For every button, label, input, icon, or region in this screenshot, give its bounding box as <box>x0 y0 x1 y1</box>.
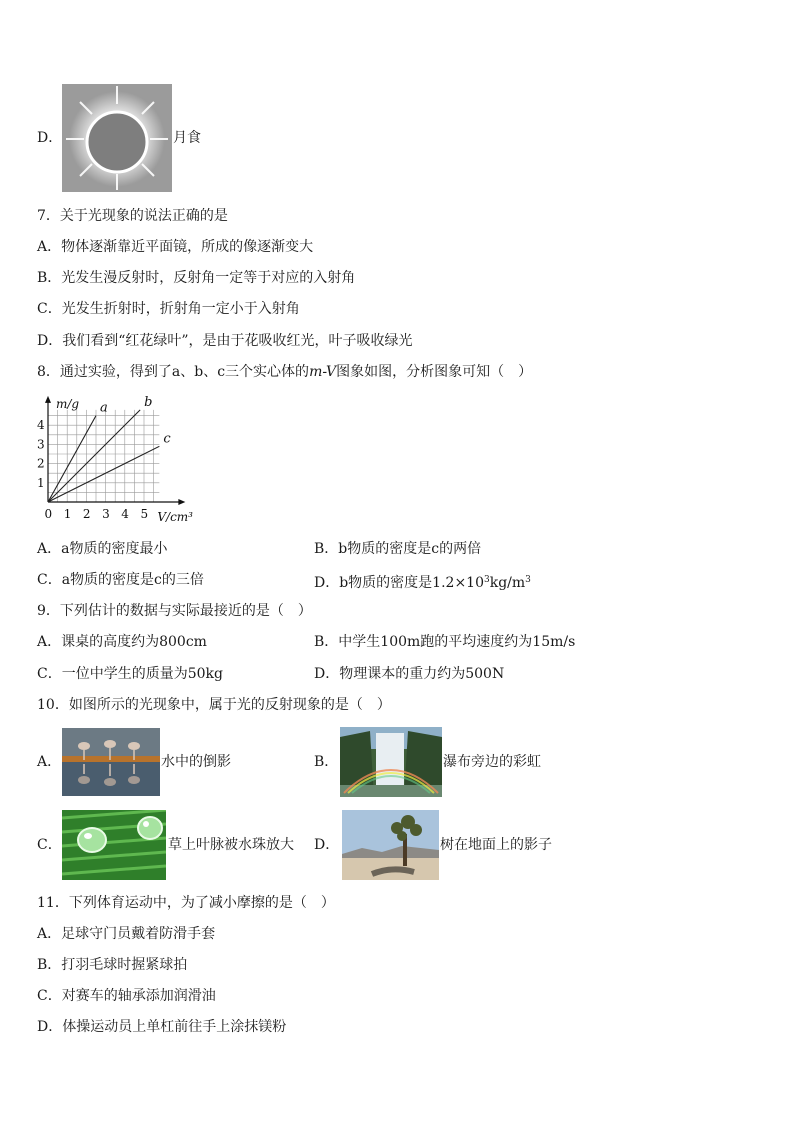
q10-option-a-label: A． <box>37 754 62 770</box>
q9-option-c: C．一位中学生的质量为50kg <box>37 666 223 682</box>
q9-stem: 9．下列估计的数据与实际最接近的是（ ） <box>37 603 312 619</box>
tree-shadow-image <box>342 810 439 880</box>
series-line-a <box>48 416 96 502</box>
x-tick-label: 2 <box>82 507 91 521</box>
water-reflection-image <box>62 728 160 796</box>
q7-option-c: C．光发生折射时，折射角一定小于入射角 <box>37 301 300 317</box>
y-tick-label: 4 <box>37 418 45 433</box>
lunar-eclipse-image <box>62 84 172 192</box>
q8-option-d-unit: kg/m <box>489 575 526 591</box>
mv-chart-svg <box>34 394 204 529</box>
q9-option-b: B．中学生100m跑的平均速度约为15m/s <box>314 634 576 650</box>
q8-option-b: B．b物质的密度是c的两倍 <box>314 541 482 557</box>
q8-option-d-unit-exp: 3 <box>525 575 531 585</box>
q10-option-b-caption: 瀑布旁边的彩虹 <box>443 754 541 770</box>
q6-option-d-label: D． <box>37 130 63 146</box>
mv-chart <box>34 394 204 529</box>
q10-option-a-caption: 水中的倒影 <box>161 754 231 770</box>
q8-option-d-pre: D．b物质的密度是1.2×10 <box>314 575 484 591</box>
q10-option-c-caption: 草上叶脉被水珠放大 <box>168 837 294 853</box>
chart-grid <box>45 396 185 505</box>
x-tick-label: 4 <box>121 507 129 521</box>
x-tick-label: 3 <box>102 507 110 521</box>
q10-stem: 10．如图所示的光现象中，属于光的反射现象的是（ ） <box>37 697 391 713</box>
q8-stem <box>37 362 532 382</box>
q11-option-d: D．体操运动员上单杠前往手上涂抹镁粉 <box>37 1019 287 1035</box>
q7-option-d: D．我们看到“红花绿叶”，是由于花吸收红光，叶子吸收绿光 <box>37 333 413 349</box>
q8-stem-pre: 8．通过实验，得到了a、b、c三个实心体的 <box>37 364 310 380</box>
x-tick-label: 1 <box>63 507 72 521</box>
x-axis-arrow <box>178 499 185 505</box>
leaf-droplet-image <box>62 810 166 880</box>
q9-option-d: D．物理课本的重力约为500N <box>314 666 505 682</box>
y-tick-label: 3 <box>37 437 45 452</box>
q8-option-c: C．a物质的密度是c的三倍 <box>37 572 204 588</box>
q11-option-a: A．足球守门员戴着防滑手套 <box>37 926 216 942</box>
waterfall-rainbow-image <box>340 727 442 797</box>
series-label-b: b <box>144 394 153 410</box>
q7-stem: 7．关于光现象的说法正确的是 <box>37 208 228 224</box>
q8-option-d-exp: 3 <box>484 575 490 585</box>
chart-series-layer <box>48 395 171 502</box>
series-line-c <box>48 446 159 502</box>
y-axis-label: m/g <box>56 396 80 411</box>
series-label-c: c <box>163 431 171 447</box>
q7-option-b: B．光发生漫反射时，反射角一定等于对应的入射角 <box>37 270 356 286</box>
q10-option-d-label: D． <box>314 837 340 853</box>
q6-option-d-caption: 月食 <box>173 130 201 146</box>
q10-option-b-label: B． <box>314 754 339 770</box>
x-axis-label: V/cm³ <box>157 510 193 524</box>
series-label-a: a <box>100 400 108 416</box>
q9-option-a: A．课桌的高度约为800cm <box>37 634 207 650</box>
q11-option-c: C．对赛车的轴承添加润滑油 <box>37 988 216 1004</box>
y-axis-arrow <box>45 396 51 403</box>
q7-option-a: A．物体逐渐靠近平面镜，所成的像逐渐变大 <box>37 239 314 255</box>
q11-stem: 11．下列体育运动中，为了减小摩擦的是（ ） <box>37 895 335 911</box>
q8-option-d <box>314 570 531 593</box>
x-tick-label: 5 <box>140 507 149 521</box>
y-tick-label: 2 <box>37 456 45 471</box>
q8-stem-post: 图象如图，分析图象可知（ ） <box>336 364 533 380</box>
q10-option-c-label: C． <box>37 837 62 853</box>
x-tick-label: 0 <box>44 507 53 521</box>
series-line-b <box>48 410 140 502</box>
y-tick-label: 1 <box>37 475 45 490</box>
q10-option-d-caption: 树在地面上的影子 <box>440 837 552 853</box>
q8-option-a: A．a物质的密度最小 <box>37 541 168 557</box>
q11-option-b: B．打羽毛球时握紧球拍 <box>37 957 188 973</box>
q8-stem-var: m-V <box>309 364 337 380</box>
